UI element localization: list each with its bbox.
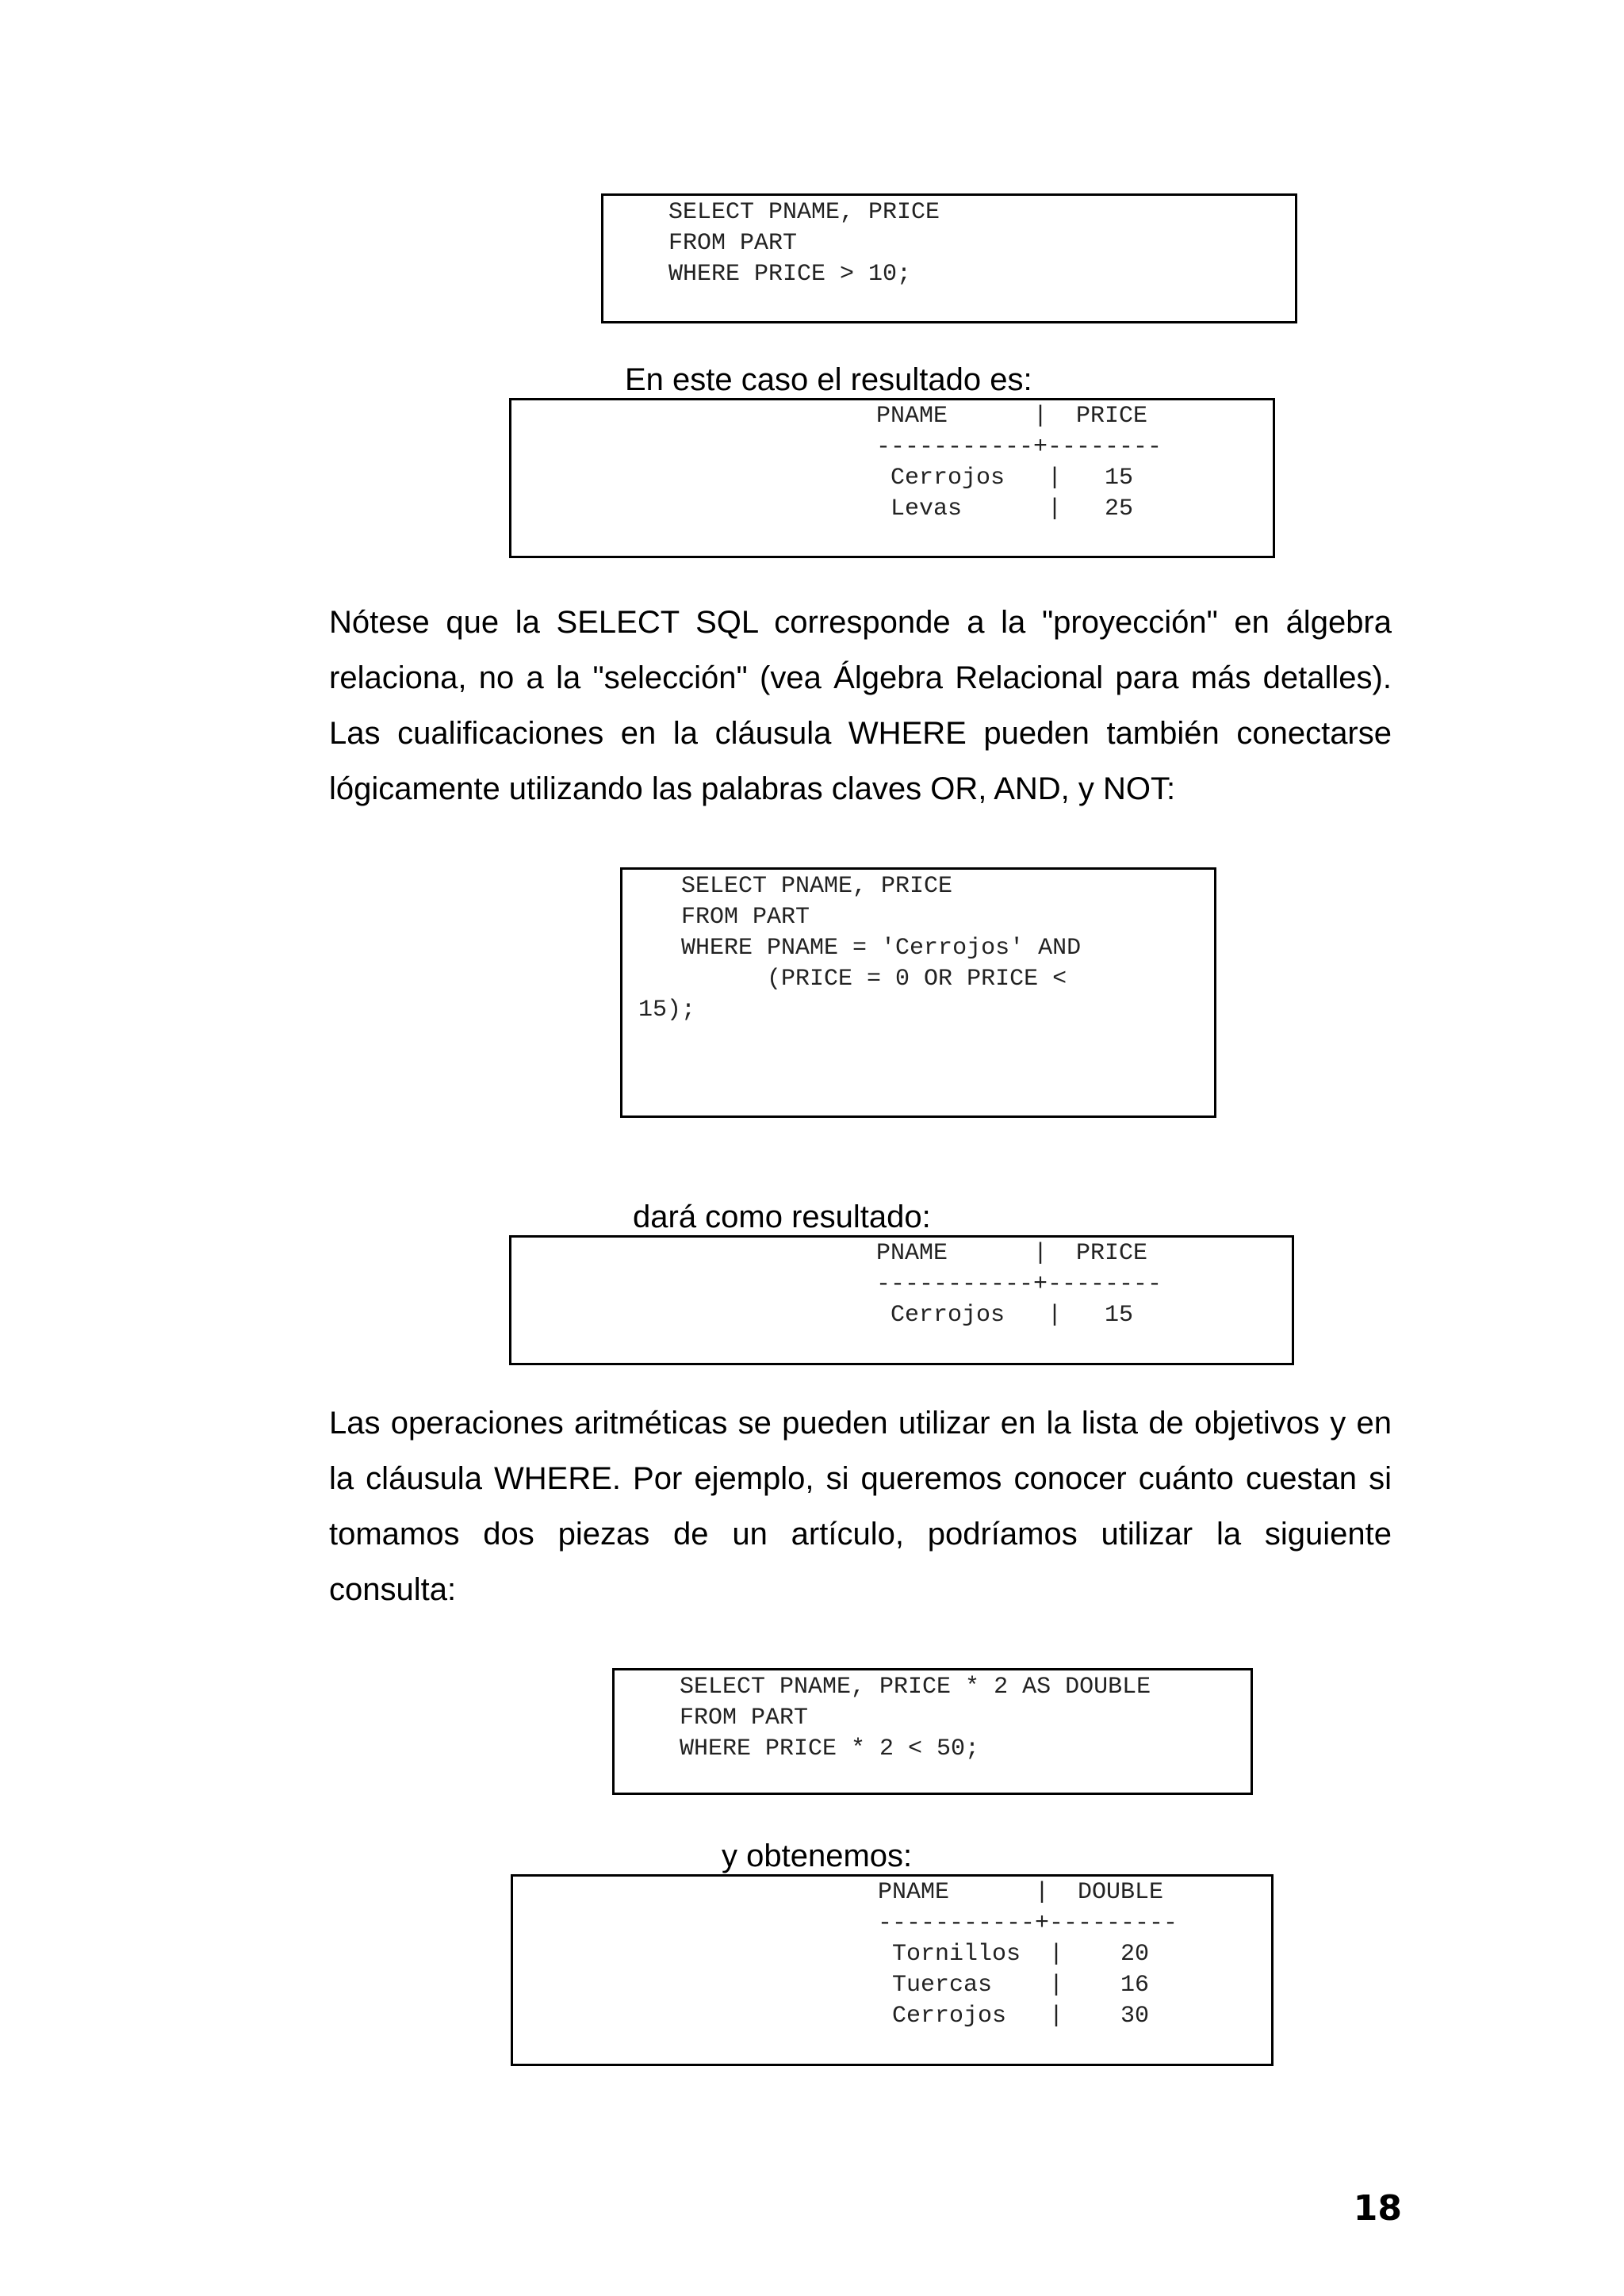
sql-query-box <box>612 1668 1253 1795</box>
paragraph-line: Las cualificaciones en la cláusula WHERE pueden también conectarse <box>329 716 1392 751</box>
result-table: PNAME | PRICE -----------+-------- Cerrojos | 15 Levas | 25 <box>876 403 1162 522</box>
sql-query-box <box>620 867 1216 1118</box>
paragraph-line: Las operaciones aritméticas se pueden utilizar en la lista de objetivos y en <box>329 1406 1392 1441</box>
result-table-box <box>511 1874 1274 2066</box>
body-paragraph <box>329 1395 1392 1617</box>
paragraph-line: relaciona, no a la "selección" (vea Álgebra Relacional para más detalles). <box>329 660 1392 695</box>
result-caption: y obtenemos: <box>722 1839 913 1873</box>
sql-query-code: SELECT PNAME, PRICE FROM PART WHERE PRICE > 10; <box>668 199 940 288</box>
result-caption: En este caso el resultado es: <box>625 362 1032 397</box>
result-table: PNAME | DOUBLE -----------+--------- Tornillos | 20 Tuercas | 16 Cerrojos | 30 <box>878 1879 1178 2030</box>
sql-query-code: SELECT PNAME, PRICE FROM PART WHERE PNAME = 'Cerrojos' AND (PRICE = 0 OR PRICE < 15); <box>638 873 1082 1024</box>
result-table: PNAME | PRICE -----------+-------- Cerrojos | 15 <box>876 1240 1162 1329</box>
result-caption: dará como resultado: <box>633 1200 931 1234</box>
sql-query-box <box>601 193 1297 323</box>
sql-query-code: SELECT PNAME, PRICE * 2 AS DOUBLE FROM PART WHERE PRICE * 2 < 50; <box>680 1674 1151 1762</box>
paragraph-line: lógicamente utilizando las palabras claves OR, AND, y NOT: <box>329 771 1176 806</box>
paragraph-line: Nótese que la SELECT SQL corresponde a la "proyección" en álgebra <box>329 605 1392 640</box>
body-paragraph <box>329 595 1392 817</box>
paragraph-line: tomamos dos piezas de un artículo, podríamos utilizar la siguiente <box>329 1517 1392 1552</box>
page-number: 18 <box>1353 2188 1402 2229</box>
paragraph-line: consulta: <box>329 1572 457 1607</box>
result-table-box <box>509 1235 1294 1365</box>
paragraph-line: la cláusula WHERE. Por ejemplo, si queremos conocer cuánto cuestan si <box>329 1461 1392 1496</box>
result-table-box <box>509 398 1275 558</box>
